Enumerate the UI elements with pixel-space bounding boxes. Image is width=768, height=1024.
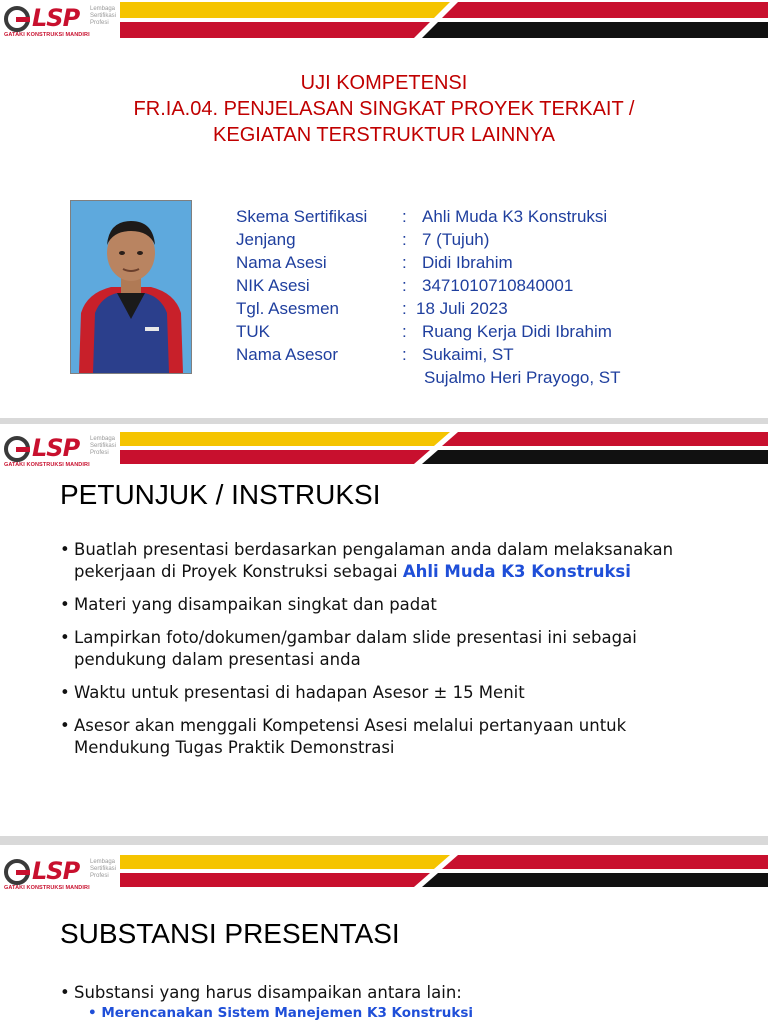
list-item: • Waktu untuk presentasi di hadapan Asesor ± 15 Menit: [60, 683, 525, 702]
asesi-photo: [70, 200, 192, 374]
logo-word: LSP: [32, 4, 80, 32]
sub-list-item: • Merencanakan Sistem Manejemen K3 Konstruksi: [88, 1005, 474, 1021]
lsp-logo-mark-icon: [4, 436, 30, 462]
lsp-logo: [4, 857, 116, 893]
list-item: • Lampirkan foto/dokumen/gambar dalam slide presentasi ini sebagai pendukung dalam presentasi anda: [60, 628, 637, 669]
highlight-skema: Ahli Muda K3 Konstruksi: [402, 562, 631, 581]
lsp-logo: [4, 4, 116, 40]
cover-title-line-1: UJI KOMPETENSI: [300, 72, 468, 94]
logo-word: LSP: [32, 434, 80, 462]
slide-substance: [0, 845, 768, 1024]
instructions-list: [60, 539, 720, 770]
cover-title-line-2: FR.IA.04. PENJELASAN SINGKAT PROYEK TERKAIT /: [133, 98, 635, 120]
instructions-heading: PETUNJUK / INSTRUKSI: [60, 479, 381, 510]
substance-heading: SUBSTANSI PRESENTASI: [60, 918, 400, 949]
logo-subtitle: GATAKI KONSTRUKSI MANDIRI: [4, 462, 90, 468]
lsp-logo: [4, 434, 116, 470]
logo-side-text: Lembaga Sertifikasi Profesi: [90, 859, 117, 879]
lsp-logo-mark-icon: [4, 6, 30, 32]
slide-header: [0, 845, 768, 891]
logo-word: LSP: [32, 857, 80, 885]
list-item: • Asesor akan menggali Kompetensi Asesi melalui pertanyaan untuk Mendukung Tugas Praktik Demonstrasi: [60, 716, 627, 757]
cover-title: [0, 70, 768, 148]
list-item: • Substansi yang harus disampaikan antara lain:: [60, 983, 462, 1002]
logo-subtitle: GATAKI KONSTRUKSI MANDIRI: [4, 885, 90, 891]
logo-subtitle: GATAKI KONSTRUKSI MANDIRI: [4, 32, 90, 38]
list-item: • Buatlah presentasi berdasarkan pengalaman anda dalam melaksanakan pekerjaan di Proyek Konstruksi sebagai Ahli Muda K3 Konstruksi: [60, 540, 674, 581]
slide-cover: LSP Lembaga Sertifikasi Profesi GATAKI KONSTRUKSI MANDIRI UJI KOMPETENSI FR.IA.04. PENJELASAN SINGKAT PROYEK TERKAIT / KEGIATAN TERSTRUKTUR LAINNYA Skema Sertifikasi : Ahli Muda K3 Konstruksi Jenjang : 7 (Tujuh) Nama Asesi : Didi Ibrahim NIK Asesi : 3471010710840001 Tgl. Asesmen : 18 Juli 2023 TUK : Ruang Kerja Didi Ibrahim Nama Asesor : Sukaimi, ST Sujalmo Heri Prayogo, ST: [0, 0, 768, 418]
list-item: • Materi yang disampaikan singkat dan padat: [60, 595, 437, 614]
logo-side-text: Lembaga Sertifikasi Profesi: [90, 436, 117, 456]
cover-title-line-3: KEGIATAN TERSTRUKTUR LAINNYA: [213, 124, 555, 146]
slide-header: [0, 0, 768, 46]
slide-header: [0, 424, 768, 470]
lsp-logo-mark-icon: [4, 859, 30, 885]
logo-side-text: Lembaga Sertifikasi Profesi: [90, 6, 117, 26]
slide-instructions: [0, 424, 768, 836]
